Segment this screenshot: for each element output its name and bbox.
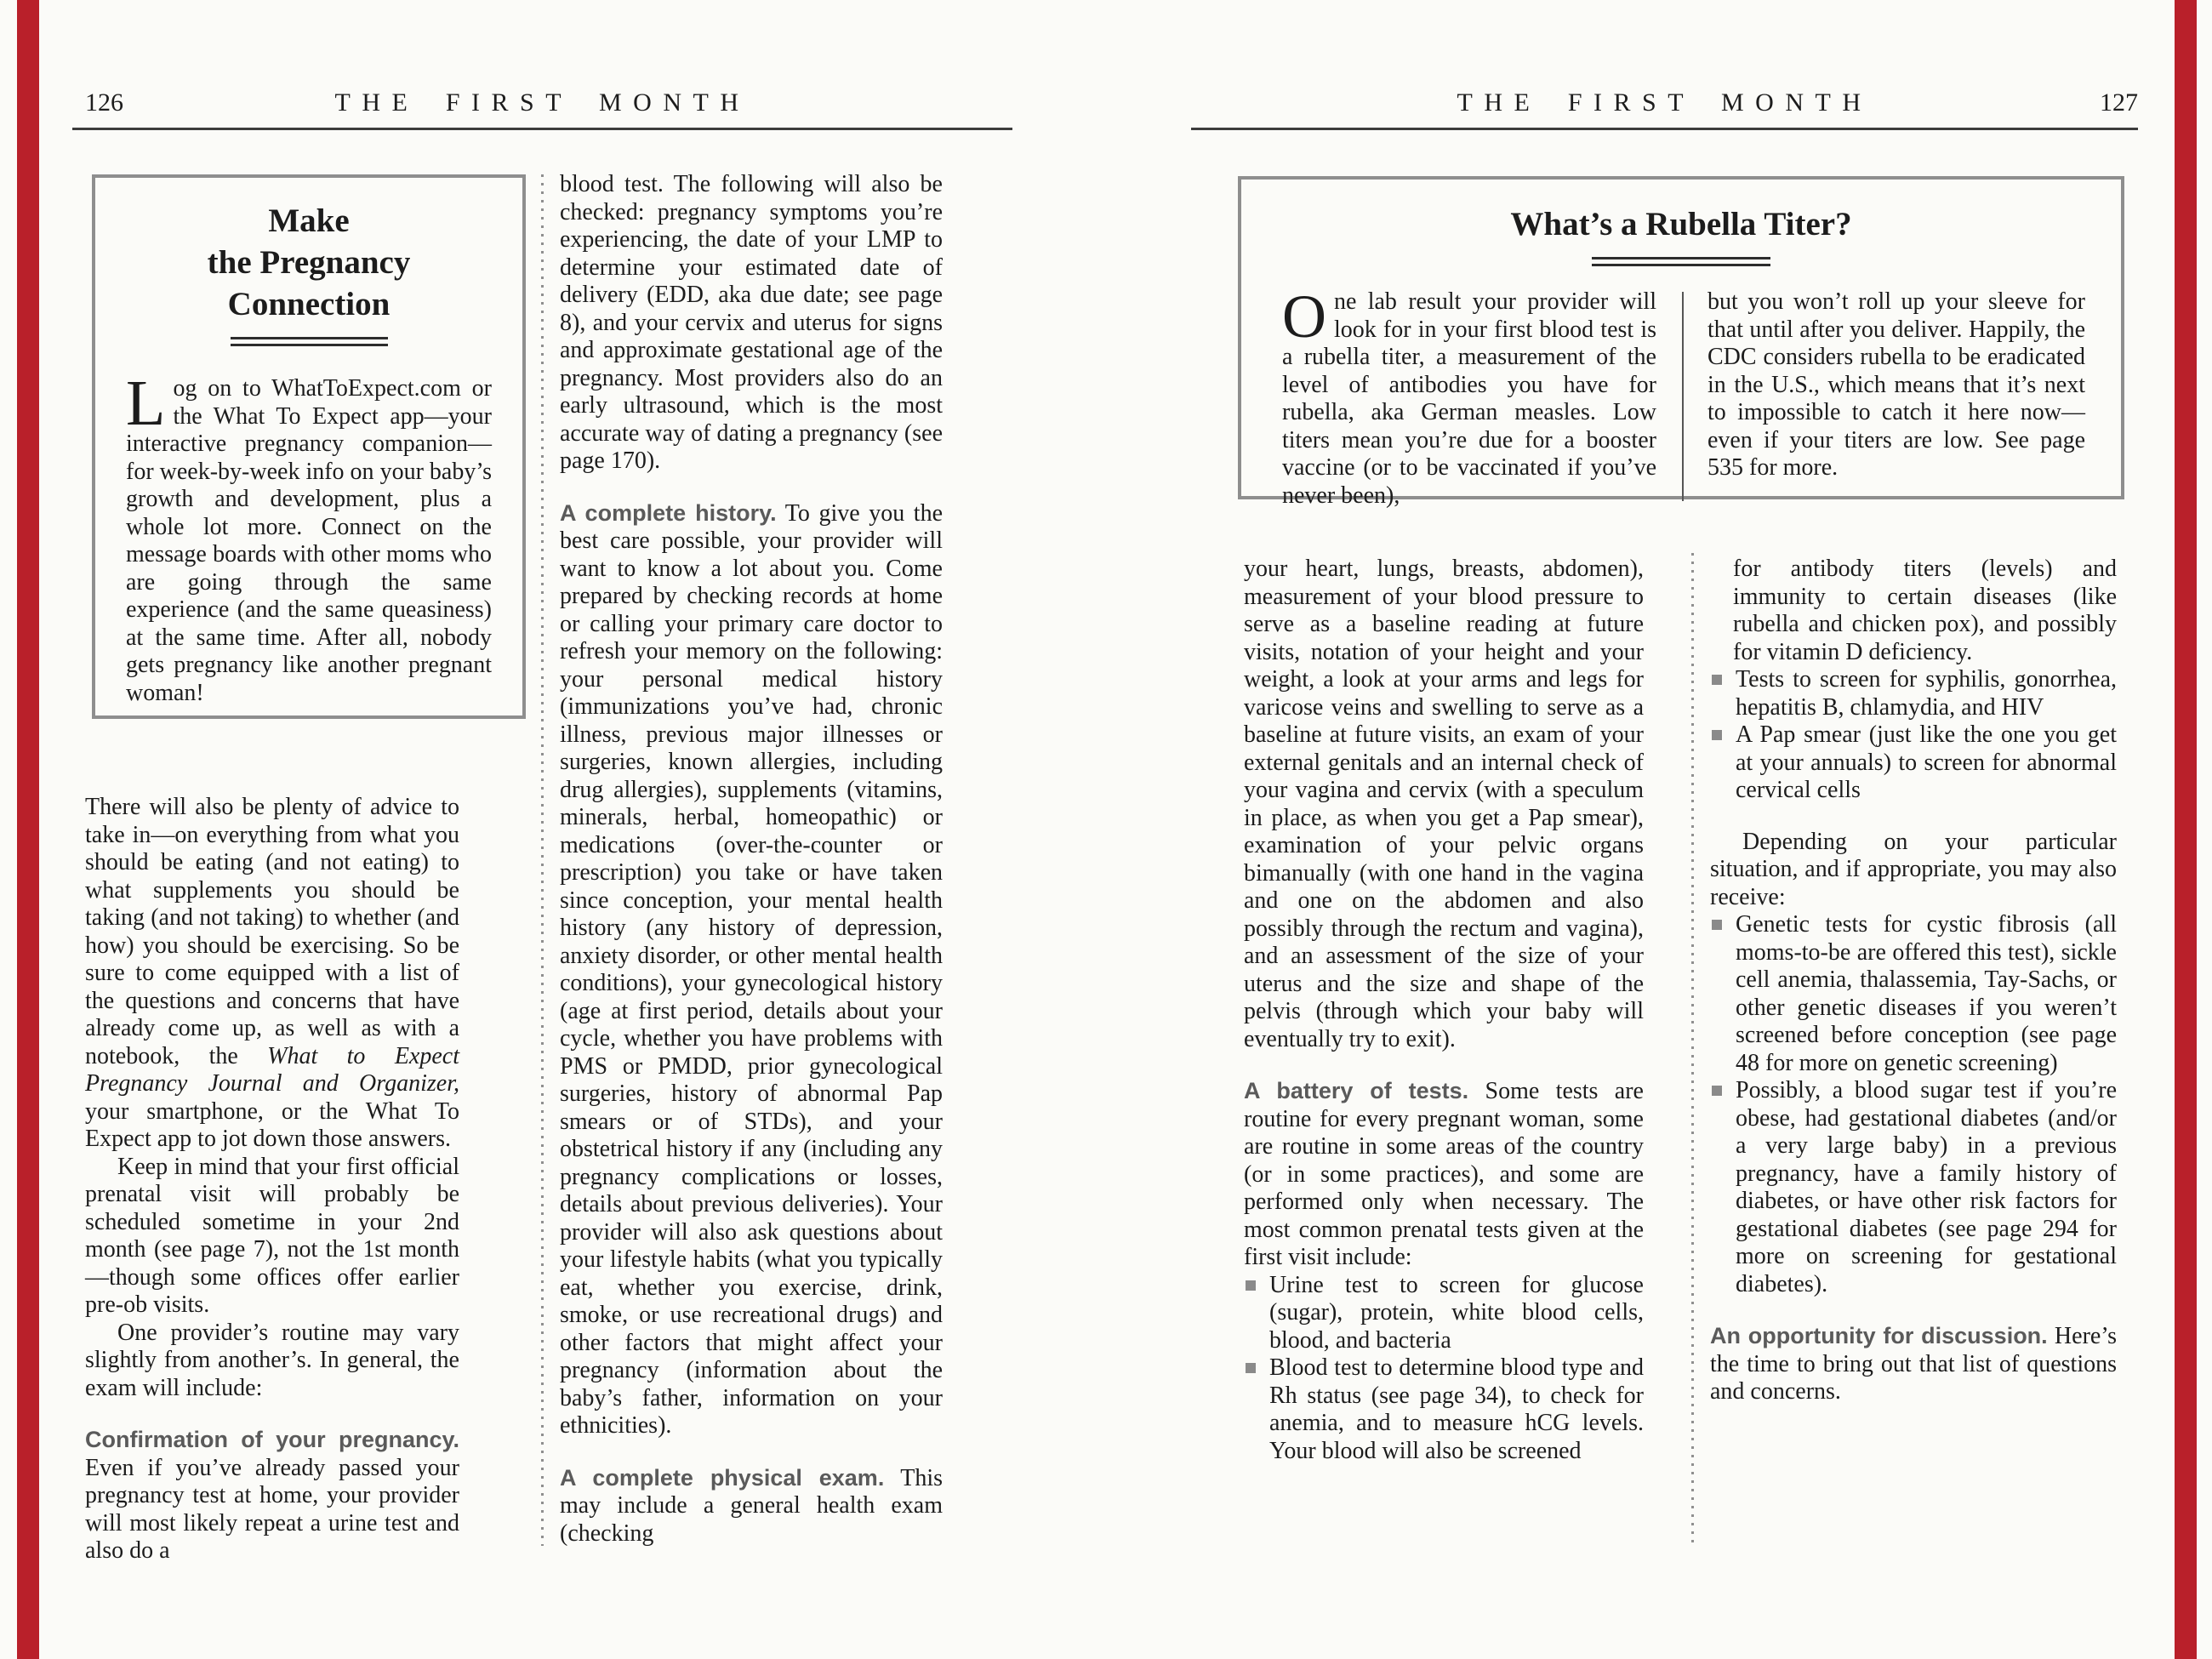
rubella-box-columns — [1241, 282, 2121, 510]
list-item-text: Blood test to determine blood type and Rh status (see page 34), to check for anemia, and to measure hCG levels. Your blood will also be screened — [1269, 1354, 1644, 1464]
square-bullet-icon — [1712, 1086, 1722, 1096]
connection-box-title-line1: Make — [268, 202, 350, 239]
lead-in-heading: Confirmation of your pregnancy. — [85, 1427, 459, 1452]
connection-box-body — [126, 368, 492, 707]
list-item-text: Tests to screen for syphilis, gonorrhea, hepatitis B, chlamydia, and HIV — [1736, 666, 2117, 721]
list-item — [1710, 911, 2117, 1077]
connection-box — [92, 174, 526, 719]
paragraph — [560, 499, 943, 1440]
lead-in-heading: An opportunity for discussion. — [1710, 1323, 2048, 1348]
paragraph-text: To give you the best care possible, your provider will want to know a lot about you. Come prepared by checking records at home or calling your primary care doctor to refresh your memory on the following: your personal medical history (immunizations you’ve had, chronic illness, previous major illnesses or surgeries, known allergies, including drug allergies), supplements (vitamins, minerals, herbal, homeopathic) or medications (over-the-counter or prescription) you take or have taken since conception, your mental health history (any history of depression, anxiety disorder, or other mental health conditions), your gynecological history (age at first period, details about your cycle, whether you have problems with PMS or PMDD, prior gynecological surgeries, history of abnormal Pap smears or of STDs), and your obstetrical history if any (including any pregnancy complications or losses, details about previous deliveries). Your provider will also ask questions about your lifestyle habits (what you typically eat, whether you exercise, drink, smoke, or use recreational drugs) and other factors that might affect your pregnancy (information about the baby’s father, information on your ethnicities). — [560, 499, 943, 1439]
rubella-box-title: What’s a Rubella Titer? — [1510, 206, 1852, 242]
lead-in-heading: A complete history. — [560, 499, 777, 526]
dropcap-letter: O — [1282, 282, 1326, 351]
square-bullet-icon — [1712, 920, 1722, 930]
list-item — [1244, 1354, 1644, 1465]
square-bullet-icon — [1246, 1363, 1256, 1373]
connection-box-text: og on to WhatToExpect.com or the What To Expect app—your interactive pregnancy companion—for week-by-week info on your baby’s growth and development, plus a whole lot more. Connect on the message boards with other moms who are going through the same experience (and the same queasiness) at the same time. After all, nobody gets pregnancy like another pregnant woman! — [126, 375, 492, 706]
column-divider-dotted — [541, 174, 544, 1546]
connection-box-title-line2: the Pregnancy — [207, 244, 411, 281]
paragraph-text: your smartphone, or the What To Expect app to jot down those answers. — [85, 1097, 459, 1152]
list-item — [1710, 1077, 2117, 1298]
paragraph: Depending on your particular situation, and if appropriate, you may also receive: — [1710, 828, 2117, 910]
paragraph-text: There will also be plenty of advice to take in—on everything from what you should be eating (and not eating) to what supplements you should be taking (and not taking) to whether (and how) you should be exercising. So be sure to come equipped with a list of the questions and concerns that have already come up, as well as with a notebook, the — [85, 794, 459, 1069]
paragraph: blood test. The following will also be checked: pregnancy symptoms you’re experiencing, the date of your LMP to determine your estimated date of delivery (EDD, aka due date; see page 8), and your cervix and uterus for signs and approximate gestational age of the pregnancy. Most providers also do an early ultrasound, which is the most accurate way of dating a pregnancy (see page 170). — [560, 171, 943, 474]
paragraph — [560, 1464, 943, 1548]
rubella-box-divider — [1682, 292, 1684, 501]
paragraph-text: This may include a general health exam (checking — [560, 1464, 943, 1547]
paragraph-text: ne lab result your provider will look for in your first blood test is a rubella titer, a measurement of the level of antibodies you have for rubella, aka German measles. Low titers mean you’re due for a booster vaccine (or to be vaccinated if you’ve never been), — [1282, 288, 1656, 509]
right-page-column-1 — [1244, 556, 1644, 1465]
header-rule — [72, 128, 1012, 130]
rubella-box-column-2: but you won’t roll up your sleeve for that until after you deliver. Happily, the CDC considers rubella to be eradicated in the U.S., which means that it’s next to impossible to catch it here now—even if your titers are low. See page 535 for more. — [1707, 288, 2085, 481]
square-bullet-icon — [1712, 730, 1722, 740]
paragraph-continuation: for antibody titers (levels) and immunity to certain diseases (like rubella and chicken pox), and possibly for vitamin D deficiency. — [1733, 556, 2117, 665]
lead-in-heading: A battery of tests. — [1244, 1078, 1469, 1103]
chapter-tab-right — [2175, 0, 2197, 1659]
book-title-italic: What to Expect Pregnancy Journal and Organizer, — [85, 1042, 459, 1097]
left-page-column-1 — [85, 794, 459, 1565]
paragraph — [85, 794, 459, 1154]
header-rule — [1191, 128, 2138, 130]
column-divider-dotted — [1691, 553, 1694, 1544]
paragraph-text: Here’s the time to bring out that list of questions and concerns. — [1710, 1323, 2117, 1405]
title-double-rule — [1592, 257, 1770, 266]
square-bullet-icon — [1246, 1280, 1256, 1291]
page-number: 127 — [2100, 88, 2138, 117]
connection-box-title — [126, 200, 492, 325]
left-page-column-2 — [560, 171, 943, 1548]
title-double-rule — [231, 337, 388, 346]
right-page-column-2 — [1710, 556, 2117, 1406]
paragraph: One provider’s routine may vary slightly from another’s. In general, the exam will include: — [85, 1319, 459, 1401]
list-item — [1710, 721, 2117, 805]
paragraph: Keep in mind that your first official prenatal visit will probably be scheduled sometime in your 2nd month (see page 7), not the 1st month—though some offices offer earlier pre-ob visits. — [85, 1153, 459, 1318]
running-header: THE FIRST MONTH — [334, 88, 750, 117]
list-item-text: Urine test to screen for glucose (sugar), protein, white blood cells, blood, and bacteria — [1269, 1271, 1644, 1354]
square-bullet-icon — [1712, 675, 1722, 685]
list-item — [1710, 666, 2117, 721]
paragraph-text: Even if you’ve already passed your pregnancy test at home, your provider will most likely repeat a urine test and also do a — [85, 1454, 459, 1564]
chapter-tab-left — [17, 0, 39, 1659]
lead-in-heading: A complete physical exam. — [560, 1464, 885, 1491]
running-header: THE FIRST MONTH — [1457, 88, 1873, 117]
page-number: 126 — [85, 88, 123, 117]
list-item-text: Possibly, a blood sugar test if you’re obese, had gestational diabetes (and/or a very large baby) in a previous pregnancy, have a family history of diabetes, or have other risk factors for gestational diabetes (see page 294 for more on screening for gestational diabetes). — [1736, 1077, 2117, 1297]
list-item-text: A Pap smear (just like the one you get at your annuals) to screen for abnormal cervical cells — [1736, 721, 2117, 803]
rubella-box-column-1 — [1282, 282, 1656, 510]
paragraph-text: Some tests are routine for every pregnant woman, some are routine in some areas of the country (or in some practices), and some are performed only when necessary. The most common prenatal tests given at the first visit include: — [1244, 1078, 1644, 1270]
dropcap-letter: L — [126, 368, 166, 439]
paragraph — [85, 1426, 459, 1565]
connection-box-title-line3: Connection — [227, 286, 391, 322]
paragraph: your heart, lungs, breasts, abdomen), measurement of your blood pressure to serve as a baseline reading at future visits, notation of your height and your weight, a look at your arms and legs for varicose veins and swelling to serve as a baseline at future visits, an exam of your external genitals and an internal check of your vagina and cervix (with a speculum in place, as when you get a Pap smear), examination of your pelvic organs bimanually (with one hand in the vagina and one on the abdomen and also possibly through the rectum and vagina), and an assessment of the size of your uterus and the size and shape of the pelvis (through which your baby will eventually try to exit). — [1244, 556, 1644, 1052]
paragraph — [1710, 1322, 2117, 1406]
list-item-text: Genetic tests for cystic fibrosis (all moms-to-be are offered this test), sickle cell anemia, thalassemia, Tay-Sachs, or other genetic diseases if you weren’t screened before conception (see page 48 for more on genetic screening) — [1736, 911, 2117, 1076]
paragraph — [1244, 1077, 1644, 1272]
list-item — [1244, 1272, 1644, 1355]
rubella-box — [1238, 176, 2124, 509]
